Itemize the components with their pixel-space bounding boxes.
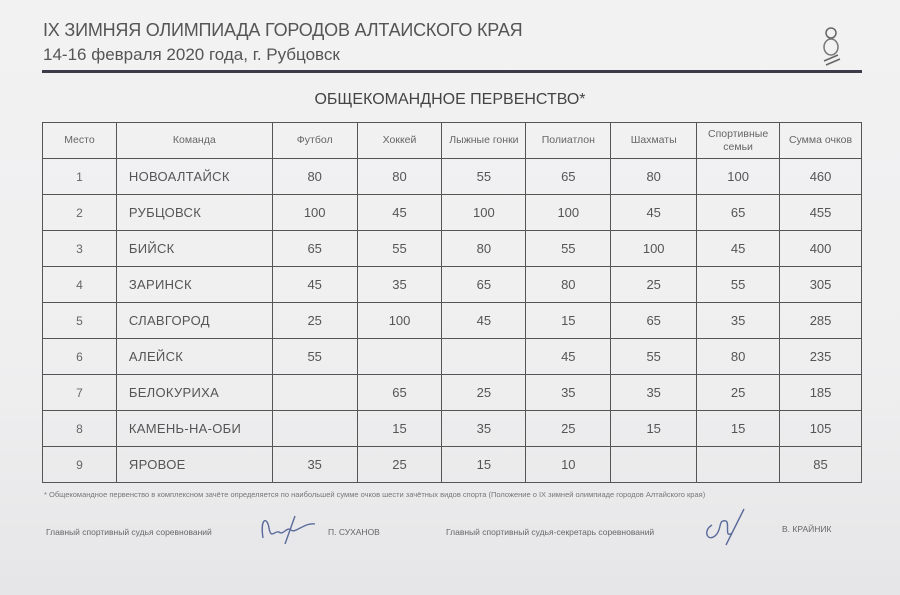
place-cell: 1 [43, 159, 117, 195]
total-cell: 305 [780, 267, 862, 303]
secretary-label: Главный спортивный судья-секретарь соревнований [446, 527, 655, 537]
score-cell: 15 [442, 447, 526, 483]
table-row [43, 195, 862, 231]
judge-signature [255, 508, 325, 548]
team-cell: ЗАРИНСК [116, 267, 272, 303]
judge-name: П. СУХАНОВ [328, 527, 380, 537]
score-cell: 25 [272, 303, 357, 339]
score-cell: 35 [611, 375, 697, 411]
table-row [43, 267, 862, 303]
score-cell [611, 447, 697, 483]
score-cell: 15 [526, 303, 611, 339]
score-cell: 55 [357, 231, 442, 267]
score-cell: 35 [526, 375, 611, 411]
score-cell [442, 339, 526, 375]
secretary-signature [700, 505, 750, 550]
score-cell [272, 375, 357, 411]
judge-label: Главный спортивный судья соревнований [46, 527, 212, 537]
score-cell: 80 [611, 159, 697, 195]
table-row [43, 159, 862, 195]
score-cell: 55 [442, 159, 526, 195]
score-cell: 55 [611, 339, 697, 375]
team-cell: КАМЕНЬ-НА-ОБИ [116, 411, 272, 447]
total-cell: 105 [780, 411, 862, 447]
total-cell: 400 [780, 231, 862, 267]
score-cell: 45 [697, 231, 780, 267]
table-row [43, 375, 862, 411]
score-cell: 65 [526, 159, 611, 195]
table-title: ОБЩЕКОМАНДНОЕ ПЕРВЕНСТВО* [314, 91, 586, 108]
team-cell: СЛАВГОРОД [116, 303, 272, 339]
score-cell: 65 [357, 375, 442, 411]
total-cell: 185 [780, 375, 862, 411]
column-header: Лыжные гонки [442, 123, 526, 159]
score-cell: 45 [357, 195, 442, 231]
table-row [43, 411, 862, 447]
table-row [43, 231, 862, 267]
score-cell: 35 [697, 303, 780, 339]
column-header: Полиатлон [526, 123, 611, 159]
standings-table [42, 122, 862, 483]
score-cell: 100 [611, 231, 697, 267]
score-cell: 65 [272, 231, 357, 267]
footnote: * Общекомандное первенство в комплексном зачёте определяется по наибольшей сумме очков шести зачётных видов спорта (Положение о IX зимней олимпиаде городов Алтайского края) [44, 490, 706, 499]
column-header: Место [43, 123, 117, 159]
score-cell: 45 [526, 339, 611, 375]
place-cell: 5 [43, 303, 117, 339]
score-cell: 15 [611, 411, 697, 447]
table-row [43, 447, 862, 483]
score-cell: 80 [697, 339, 780, 375]
score-cell: 25 [611, 267, 697, 303]
place-cell: 4 [43, 267, 117, 303]
score-cell: 25 [526, 411, 611, 447]
total-cell: 85 [780, 447, 862, 483]
total-cell: 460 [780, 159, 862, 195]
score-cell: 55 [526, 231, 611, 267]
score-cell: 80 [526, 267, 611, 303]
score-cell [357, 339, 442, 375]
score-cell: 35 [357, 267, 442, 303]
secretary-name: В. КРАЙНИК [782, 524, 832, 534]
score-cell: 15 [697, 411, 780, 447]
column-header: Спортивные семьи [697, 123, 780, 159]
score-cell [697, 447, 780, 483]
score-cell [272, 411, 357, 447]
place-cell: 9 [43, 447, 117, 483]
score-cell: 100 [442, 195, 526, 231]
score-cell: 100 [526, 195, 611, 231]
score-cell: 35 [272, 447, 357, 483]
score-cell: 80 [272, 159, 357, 195]
score-cell: 45 [611, 195, 697, 231]
table-row [43, 339, 862, 375]
score-cell: 15 [357, 411, 442, 447]
score-cell: 45 [442, 303, 526, 339]
score-cell: 100 [697, 159, 780, 195]
column-header: Команда [116, 123, 272, 159]
table-row [43, 303, 862, 339]
score-cell: 10 [526, 447, 611, 483]
score-cell: 80 [357, 159, 442, 195]
team-cell: БИЙСК [116, 231, 272, 267]
column-header: Сумма очков [780, 123, 862, 159]
table-header-row [43, 123, 862, 159]
place-cell: 6 [43, 339, 117, 375]
score-cell: 35 [442, 411, 526, 447]
event-subtitle: 14-16 февраля 2020 года, г. Рубцовск [43, 45, 340, 64]
score-cell: 25 [697, 375, 780, 411]
total-cell: 455 [780, 195, 862, 231]
event-title: IX ЗИМНЯЯ ОЛИМПИАДА ГОРОДОВ АЛТАИСКОГО КРАЯ [43, 20, 523, 40]
score-cell: 55 [272, 339, 357, 375]
score-cell: 45 [272, 267, 357, 303]
total-cell: 285 [780, 303, 862, 339]
score-cell: 65 [442, 267, 526, 303]
score-cell: 100 [357, 303, 442, 339]
score-cell: 80 [442, 231, 526, 267]
place-cell: 3 [43, 231, 117, 267]
score-cell: 65 [611, 303, 697, 339]
place-cell: 8 [43, 411, 117, 447]
column-header: Шахматы [611, 123, 697, 159]
place-cell: 7 [43, 375, 117, 411]
column-header: Футбол [272, 123, 357, 159]
team-cell: ЯРОВОЕ [116, 447, 272, 483]
team-cell: РУБЦОВСК [116, 195, 272, 231]
team-cell: НОВОАЛТАЙСК [116, 159, 272, 195]
place-cell: 2 [43, 195, 117, 231]
score-cell: 25 [442, 375, 526, 411]
score-cell: 25 [357, 447, 442, 483]
score-cell: 55 [697, 267, 780, 303]
score-cell: 100 [272, 195, 357, 231]
mascot-logo-icon [818, 25, 844, 67]
header-divider [42, 70, 862, 73]
team-cell: БЕЛОКУРИХА [116, 375, 272, 411]
team-cell: АЛЕЙСК [116, 339, 272, 375]
column-header: Хоккей [357, 123, 442, 159]
score-cell: 65 [697, 195, 780, 231]
total-cell: 235 [780, 339, 862, 375]
